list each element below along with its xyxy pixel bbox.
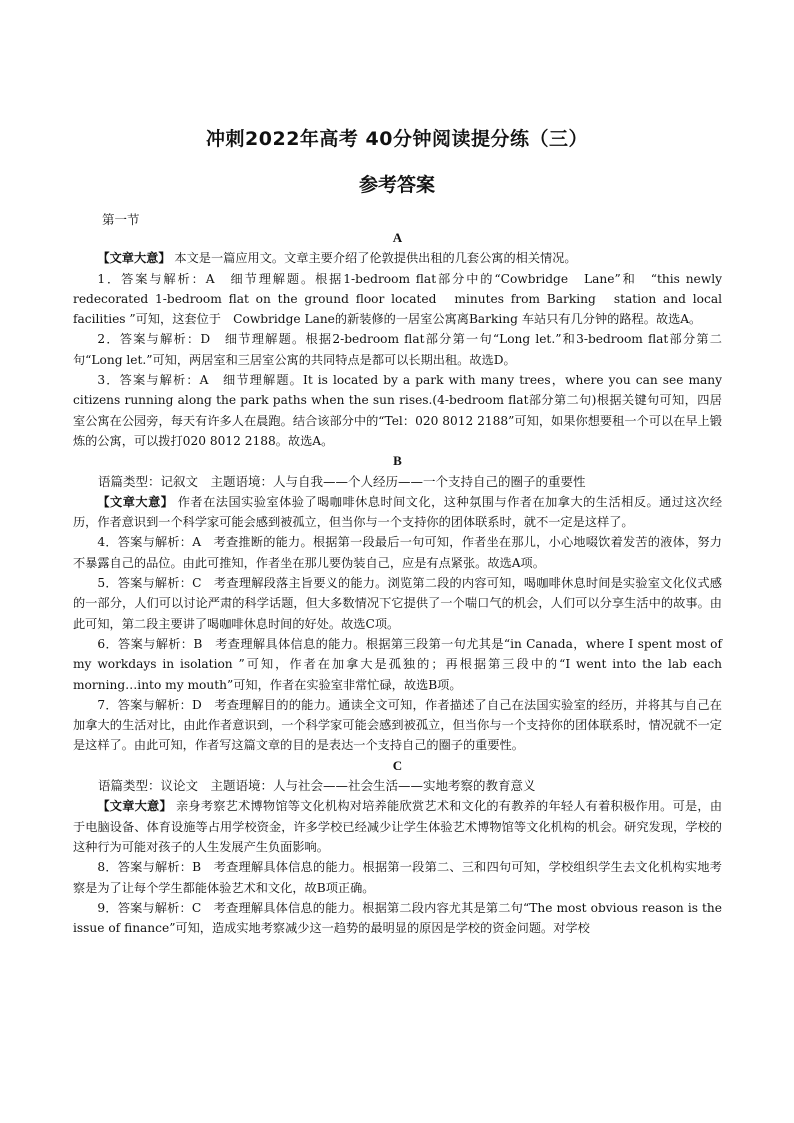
page-subtitle: 参考答案	[358, 174, 435, 196]
answer-q3: 3．答案与解析：A 细节理解题。It is located by a park with many trees，where you can see many citizens running along the park paths when the sun rises.(4-bedroom flat部分第二句)根据关键句可知，四居室公寓在公园旁，每天有许多人在晨跑。结合该部分中的“Tel：020 8012 2188”可知，如果你想要租一个可以在早上锻炼的公寓，可以拨打020 8012 2188。故选A。	[73, 373, 722, 448]
section-label: 第一节	[102, 212, 140, 227]
passage-b-meta: 语篇类型：记叙文 主题语境：人与自我——个人经历——一个支持自己的圈子的重要性	[98, 473, 586, 489]
passage-c-meta: 语篇类型：议论文 主题语境：人与社会——社会生活——实地考察的教育意义	[98, 778, 536, 794]
summary-text: 本文是一篇应用文。文章主要介绍了伦敦提供出租的几套公寓的相关情况。	[174, 251, 577, 266]
answer-q6: 6．答案与解析：B 考查理解具体信息的能力。根据第三段第一句尤其是“in Canada，where I spent most of my workdays in isolation ”可知，作者在加拿大是孤独的；再根据第三段中的“I went into the lab each morning…into my mouth”可知，作者在实验室非常忙碌，故选B项。	[73, 636, 722, 692]
summary-text: 作者在法国实验室体验了喝咖啡休息时间文化，这种氛围与作者在加拿大的生活相反。通过这次经历，作者意识到一个科学家可能会感到被孤立，但当你与一个支持你的团体联系时，就不一定是这样了。	[73, 494, 723, 530]
summary-label: 【文章大意】	[97, 251, 171, 266]
summary-text: 亲身考察艺术博物馆等文化机构对培养能欣赏艺术和文化的有教养的年轻人有着积极作用。可是，由于电脑设备、体育设施等占用学校资金，许多学校已经减少让学生体验艺术博物馆等文化机构的机会。研究发现，学校的这种行为可能对孩子的人生发展产生负面影响。	[73, 799, 723, 854]
answer-q2: 2．答案与解析：D 细节理解题。根据2-bedroom flat部分第一句“Long let.”和3-bedroom flat部分第二句“Long let.”可知，两居室和三居室公寓的共同特点是都可以长期出租。故选D。	[73, 332, 722, 367]
passage-c-summary	[73, 796, 722, 857]
summary-label: 【文章大意】	[97, 494, 174, 509]
answer-q5: 5．答案与解析：C 考查理解段落主旨要义的能力。浏览第二段的内容可知，喝咖啡休息时间是实验室文化仪式感的一部分，人们可以讨论严肃的科学话题，但大多数情况下它提供了一个喘口气的机会，人们可以分享生活中的故事。由此可知，第二段主要讲了喝咖啡休息时间的好处。故选C项。	[73, 576, 722, 631]
summary-label: 【文章大意】	[97, 799, 172, 814]
answer-q9: 9．答案与解析：C 考查理解具体信息的能力。根据第二段内容尤其是第二句“The most obvious reason is the issue of finance”可知，造成实地考察减少这一趋势的最明显的原因是学校的资金问题。对学校	[73, 900, 722, 936]
page-title: 冲刺2022年高考 40分钟阅读提分练（三）	[206, 128, 588, 150]
passage-c-heading: C	[392, 757, 403, 773]
answer-q8: 8．答案与解析：B 考查理解具体信息的能力。根据第一段第二、三和四句可知，学校组织学生去文化机构实地考察是为了让每个学生都能体验艺术和文化，故B项正确。	[73, 860, 722, 895]
passage-a-summary	[73, 248, 722, 268]
passage-b-heading: B	[393, 453, 402, 469]
passage-b-summary	[73, 492, 722, 533]
passage-a-heading: A	[392, 230, 403, 245]
answer-q4: 4．答案与解析：A 考查推断的能力。根据第一段最后一句可知，作者坐在那儿，小心地啜饮着发苦的液体，努力不暴露自己的品位。由此可推知，作者坐在那儿要伪装自己，应是有点紧张。故选A项。	[73, 535, 722, 570]
answer-body	[73, 228, 722, 938]
answer-q1: 1．答案与解析：A 细节理解题。根据1-bedroom flat部分中的“Cowbridge Lane”和 “this newly redecorated 1-bedroom flat on the ground floor located minutes from Barking station and local facilities ”可知，这套位于 Cowbridge Lane的新装修的一居室公寓离Barking 车站只有几分钟的路程。故选A。	[73, 271, 722, 327]
answer-q7: 7．答案与解析：D 考查理解目的的能力。通读全文可知，作者描述了自己在法国实验室的经历，并将其与自己在加拿大的生活对比，由此作者意识到，一个科学家可能会感到被孤立，但当你与一个支持你的团体联系时，情况就不一定是这样了。由此可知，作者写这篇文章的目的是表达一个支持自己的圈子的重要性。	[73, 697, 722, 753]
